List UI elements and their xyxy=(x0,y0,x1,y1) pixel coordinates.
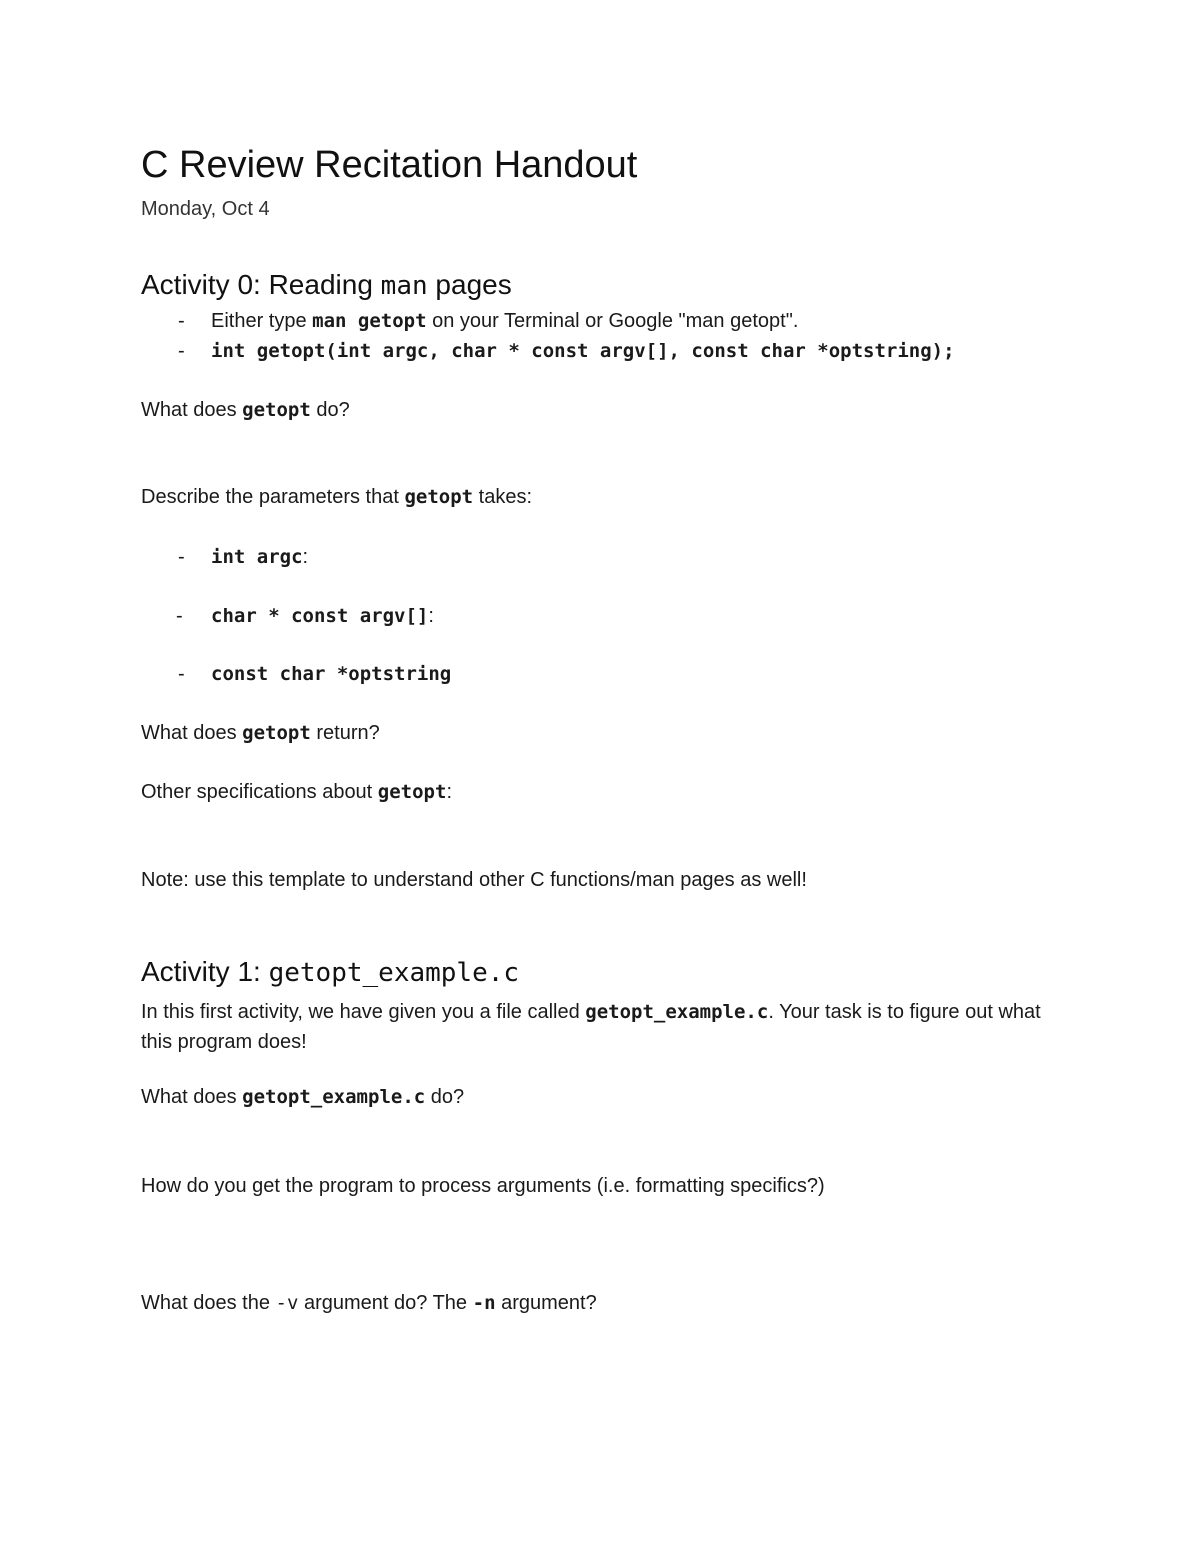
question-text: do? xyxy=(310,399,350,421)
inline-code: getopt xyxy=(242,722,311,744)
activity-1-heading-code: getopt_example.c xyxy=(268,958,520,988)
param-code: char * const argv[] xyxy=(211,605,429,627)
inline-code-n: -n xyxy=(472,1292,496,1314)
question-getopt-return xyxy=(141,721,380,745)
question-text: argument? xyxy=(495,1292,597,1314)
question-text: return? xyxy=(310,722,380,744)
question-v-n-arguments xyxy=(141,1291,597,1315)
bullet-getopt-signature xyxy=(211,339,955,363)
question-text: What does the xyxy=(141,1292,276,1314)
bullet-man-post: on your Terminal or Google "man getopt". xyxy=(426,310,799,332)
question-text: do? xyxy=(425,1086,465,1108)
intro-text: In this first activity, we have given you a file called xyxy=(141,1001,586,1023)
activity-0-heading-prefix: Activity 0: Reading xyxy=(141,269,381,300)
question-text: What does xyxy=(141,722,243,744)
inline-code: getopt_example.c xyxy=(585,1001,769,1023)
question-example-does xyxy=(141,1085,464,1109)
activity-0-heading xyxy=(141,268,512,303)
activity-0-heading-code: man xyxy=(380,271,428,301)
question-text: Other specifications about xyxy=(141,781,378,803)
question-text: What does xyxy=(141,399,243,421)
param-argc xyxy=(211,545,308,569)
inline-code: getopt xyxy=(404,486,474,508)
activity-0-heading-suffix: pages xyxy=(427,269,512,300)
bullet-dash: - xyxy=(178,310,185,332)
question-text: takes: xyxy=(473,486,533,508)
question-text: : xyxy=(446,781,452,803)
page-title: C Review Recitation Handout xyxy=(141,144,638,186)
param-code: int argc xyxy=(211,546,303,568)
bullet-dash: - xyxy=(178,340,185,362)
template-note: Note: use this template to understand other C functions/man pages as well! xyxy=(141,869,807,891)
question-getopt-params xyxy=(141,485,532,509)
question-getopt-does xyxy=(141,398,350,422)
activity-1-intro xyxy=(141,997,1061,1057)
getopt-signature-code: int getopt(int argc, char * const argv[], const char *optstring); xyxy=(211,340,955,362)
question-text: argument do? The xyxy=(298,1292,473,1314)
bullet-man-pre: Either type xyxy=(211,310,313,332)
activity-1-heading-prefix: Activity 1: xyxy=(141,956,269,987)
inline-code-v: -v xyxy=(275,1292,299,1314)
question-text: What does xyxy=(141,1086,243,1108)
question-getopt-other xyxy=(141,780,452,804)
activity-1-heading xyxy=(141,955,519,990)
bullet-man-code: man getopt xyxy=(312,310,427,332)
question-process-arguments: How do you get the program to process arguments (i.e. formatting specifics?) xyxy=(141,1175,825,1197)
param-code: const char *optstring xyxy=(211,663,452,685)
param-optstring xyxy=(211,662,451,686)
intro-text: . Your task is to figure out what this program does! xyxy=(141,1001,1041,1053)
inline-code: getopt xyxy=(377,781,447,803)
param-argv xyxy=(211,604,434,628)
bullet-dash: - xyxy=(178,663,185,685)
question-text: Describe the parameters that xyxy=(141,486,405,508)
bullet-man-instructions xyxy=(211,309,798,333)
inline-code: getopt xyxy=(242,399,311,421)
bullet-dash: - xyxy=(178,546,185,568)
page-subtitle-date: Monday, Oct 4 xyxy=(141,198,270,220)
param-suffix: : xyxy=(302,546,309,568)
bullet-dash: - xyxy=(176,605,183,627)
param-suffix: : xyxy=(428,605,434,627)
inline-code: getopt_example.c xyxy=(242,1086,426,1108)
